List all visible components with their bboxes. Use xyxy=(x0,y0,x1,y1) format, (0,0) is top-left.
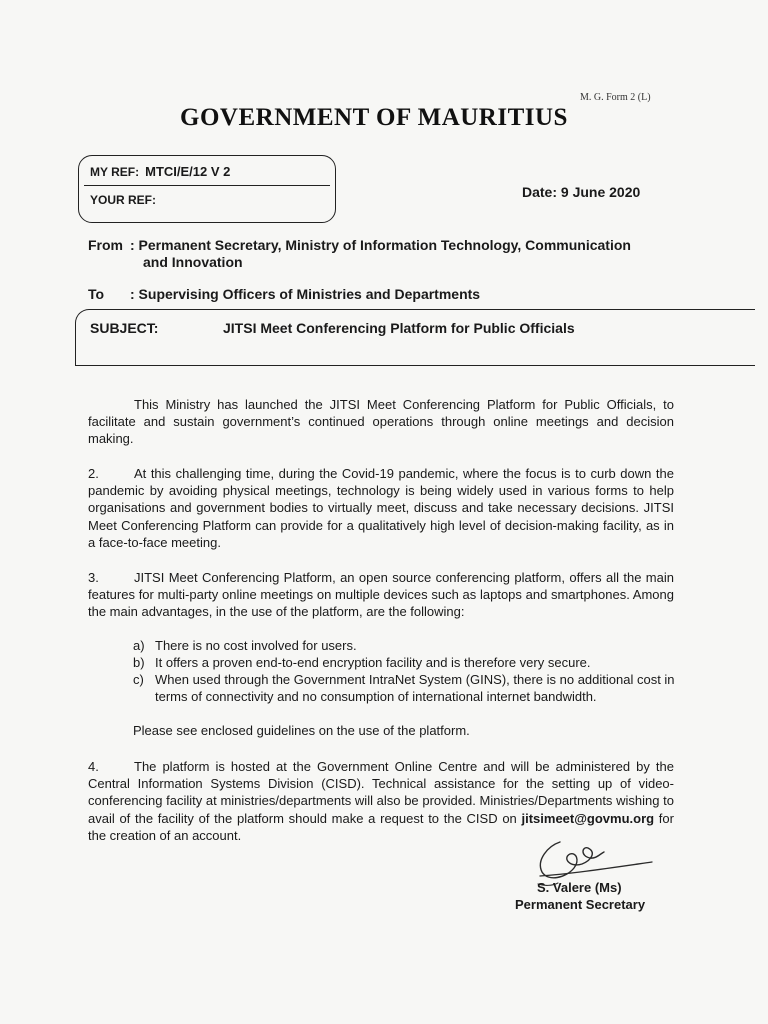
paragraph-3-text: JITSI Meet Conferencing Platform, an open source conferencing platform, offers all the main features for multi-party online meetings on multiple devices such as laptops and smartphones. Among the main advantages, in the use of the platform, are the following: xyxy=(88,570,674,620)
paragraph-1-text: This Ministry has launched the JITSI Meet Conferencing Platform for Public Officials, to facilitate and sustain government’s continued operations through online meetings and decision making. xyxy=(88,397,674,447)
signatory-title: Permanent Secretary xyxy=(515,897,646,912)
paragraph-2-text: At this challenging time, during the Covid-19 pandemic, where the focus is to curb down the pandemic by avoiding physical meetings, technology is being widely used in various forms to help organisations and government bodies to virtually meet, discuss and take necessary decisions. JITSI Meet Conferencing Platform can provide for a qualitatively high level of decision-making facility, as in a face-to-face meeting. xyxy=(88,466,674,550)
from-line-1: : Permanent Secretary, Ministry of Information Technology, Communication xyxy=(130,237,631,253)
signatory-name: S. Valere (Ms) xyxy=(537,880,622,895)
paragraph-3 xyxy=(88,569,674,621)
to-text: : Supervising Officers of Ministries and Departments xyxy=(130,286,481,302)
from-text xyxy=(130,237,710,271)
subject-label: SUBJECT: xyxy=(90,320,159,336)
list-item-text: When used through the Government IntraNet System (GINS), there is no additional cost in terms of connectivity and no consumption of international internet bandwidth. xyxy=(155,672,675,705)
list-item-text: It offers a proven end-to-end encryption facility and is therefore very secure. xyxy=(155,655,591,670)
your-ref-label: YOUR REF: xyxy=(90,193,156,207)
my-ref xyxy=(90,164,230,179)
list-item-marker: a) xyxy=(133,638,145,653)
to-label: To xyxy=(88,286,105,302)
from-line-2: and Innovation xyxy=(143,254,243,270)
form-code: M. G. Form 2 (L) xyxy=(580,92,651,103)
subject-box xyxy=(75,309,755,366)
enclosure-note: Please see enclosed guidelines on the use of the platform. xyxy=(133,723,470,738)
email-link[interactable]: jitsimeet@govmu.org xyxy=(521,810,655,826)
paragraph-4-tail: for the creation of an account. xyxy=(88,810,674,843)
letterhead-title: GOVERNMENT OF MAURITIUS xyxy=(180,104,568,131)
reference-divider xyxy=(84,185,330,186)
paragraph-2-number: 2. xyxy=(88,466,99,481)
list-item-marker: b) xyxy=(133,655,145,670)
paragraph-4-text: The platform is hosted at the Government Online Centre and will be administered by the Central Information Systems Division (CISD). Technical assistance for the setting up of video-conferencing facility at ministries/departments will also be provided. Ministries/Departments wishing to avail of the facility of the platform should make a request to the CISD on xyxy=(88,759,674,826)
paragraph-3-number: 3. xyxy=(88,570,99,585)
paragraph-4-number: 4. xyxy=(88,759,99,774)
subject-text: JITSI Meet Conferencing Platform for Public Officials xyxy=(223,320,575,336)
from-label: From xyxy=(88,237,123,253)
letter-date: Date: 9 June 2020 xyxy=(522,184,641,200)
my-ref-value: MTCI/E/12 V 2 xyxy=(145,164,231,179)
list-item-text: There is no cost involved for users. xyxy=(155,638,357,653)
paragraph-4 xyxy=(88,758,674,844)
my-ref-label: MY REF: xyxy=(90,165,140,179)
list-item-marker: c) xyxy=(133,672,144,687)
paragraph-1 xyxy=(88,396,674,448)
paragraph-2 xyxy=(88,465,674,551)
